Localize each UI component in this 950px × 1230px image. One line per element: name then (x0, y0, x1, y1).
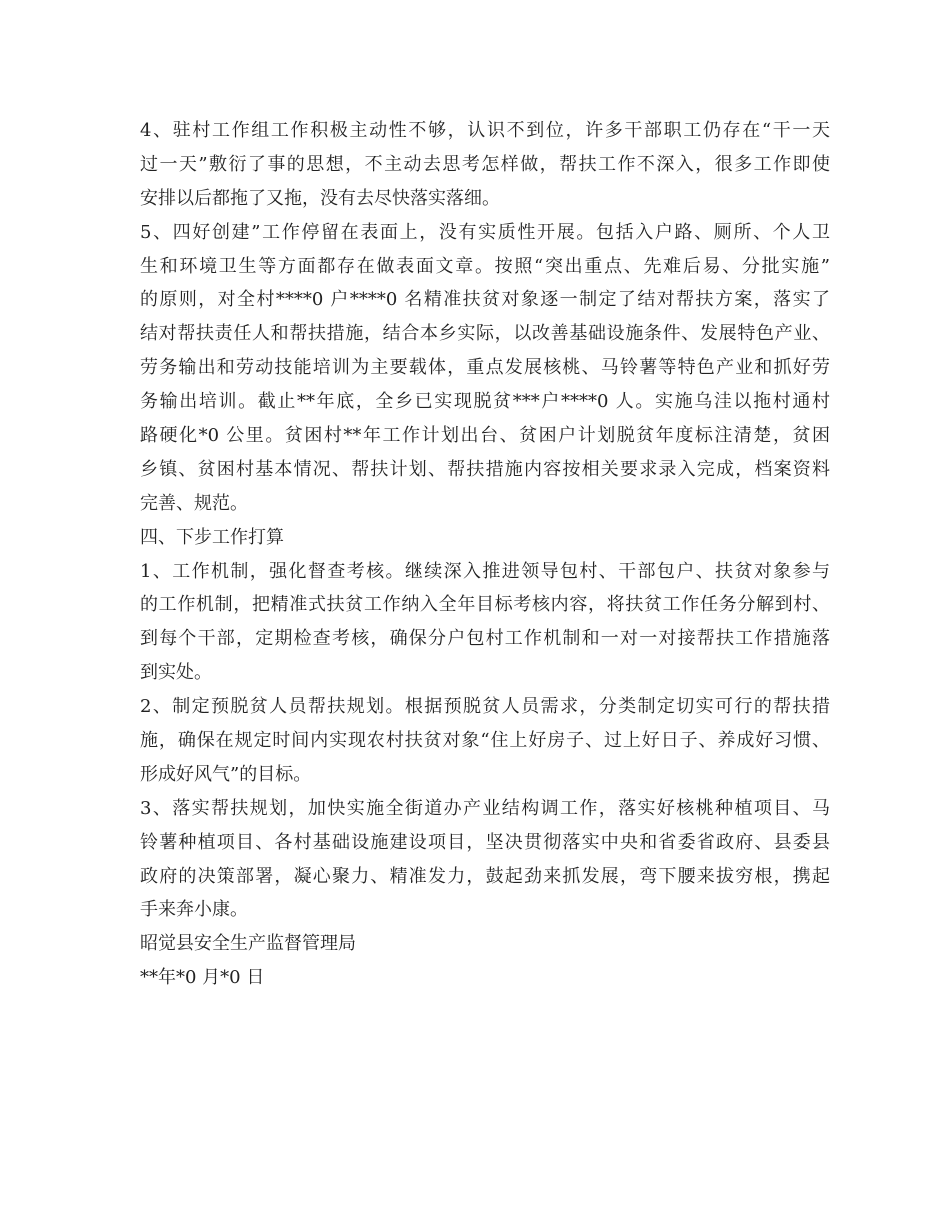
text-line: 的工作机制，把精准式扶贫工作纳入全年目标考核内容，将扶贫工作任务分解到村、 (140, 594, 830, 616)
text-line: 路硬化*0 公里。贫困村**年工作计划出台、贫困户计划脱贫年度标注清楚，贫困 (140, 425, 830, 447)
text-line: 铃薯种植项目、各村基础设施建设项目，坚决贯彻落实中央和省委省政府、县委县 (140, 831, 830, 853)
text-line: 乡镇、贫困村基本情况、帮扶计划、帮扶措施内容按相关要求录入完成，档案资料 (140, 458, 830, 480)
signature-organization: 昭觉县安全生产监督管理局 (140, 933, 356, 955)
text-line: 2、制定预脱贫人员帮扶规划。根据预脱贫人员需求，分类制定切实可行的帮扶措 (140, 696, 830, 718)
text-line: 1、工作机制，强化督查考核。继续深入推进领导包村、干部包户、扶贫对象参与 (140, 560, 830, 582)
text-line: 务输出培训。截止**年底，全乡已实现脱贫***户****0 人。实施乌洼以拖村通村 (140, 391, 830, 413)
text-line: 施，确保在规定时间内实现农村扶贫对象“住上好房子、过上好日子、养成好习惯、 (140, 730, 830, 752)
text-line: 3、落实帮扶规划，加快实施全街道办产业结构调工作，落实好核桃种植项目、马 (140, 797, 830, 819)
text-line: 5、四好创建”工作停留在表面上，没有实质性开展。包括入户路、厕所、个人卫 (140, 221, 830, 243)
text-line: 完善、规范。 (140, 492, 248, 514)
text-line: 的原则，对全村****0 户****0 名精准扶贫对象逐一制定了结对帮扶方案，落实了 (140, 289, 830, 311)
text-line: 安排以后都拖了又拖，没有去尽快落实落细。 (140, 187, 500, 209)
text-line: 劳务输出和劳动技能培训为主要载体，重点发展核桃、马铃薯等特色产业和抓好劳 (140, 357, 830, 379)
text-line: 政府的决策部署，凝心聚力、精准发力，鼓起劲来抓发展，弯下腰来拔穷根，携起 (140, 865, 830, 887)
signature-date: **年*0 月*0 日 (140, 967, 265, 989)
section-heading: 四、下步工作打算 (140, 526, 284, 548)
text-line: 结对帮扶责任人和帮扶措施，结合本乡实际，以改善基础设施条件、发展特色产业、 (140, 323, 830, 345)
text-line: 到每个干部，定期检查考核，确保分户包村工作机制和一对一对接帮扶工作措施落 (140, 628, 830, 650)
text-line: 过一天”敷衍了事的思想，不主动去思考怎样做，帮扶工作不深入，很多工作即使 (140, 153, 830, 175)
document-body (140, 114, 830, 995)
text-line: 生和环境卫生等方面都存在做表面文章。按照“突出重点、先难后易、分批实施” (140, 255, 830, 277)
text-line: 手来奔小康。 (140, 899, 248, 921)
text-line: 4、驻村工作组工作积极主动性不够，认识不到位，许多干部职工仍存在“干一天 (140, 120, 830, 141)
text-line: 形成好风气”的目标。 (140, 763, 312, 785)
text-line: 到实处。 (140, 662, 212, 684)
